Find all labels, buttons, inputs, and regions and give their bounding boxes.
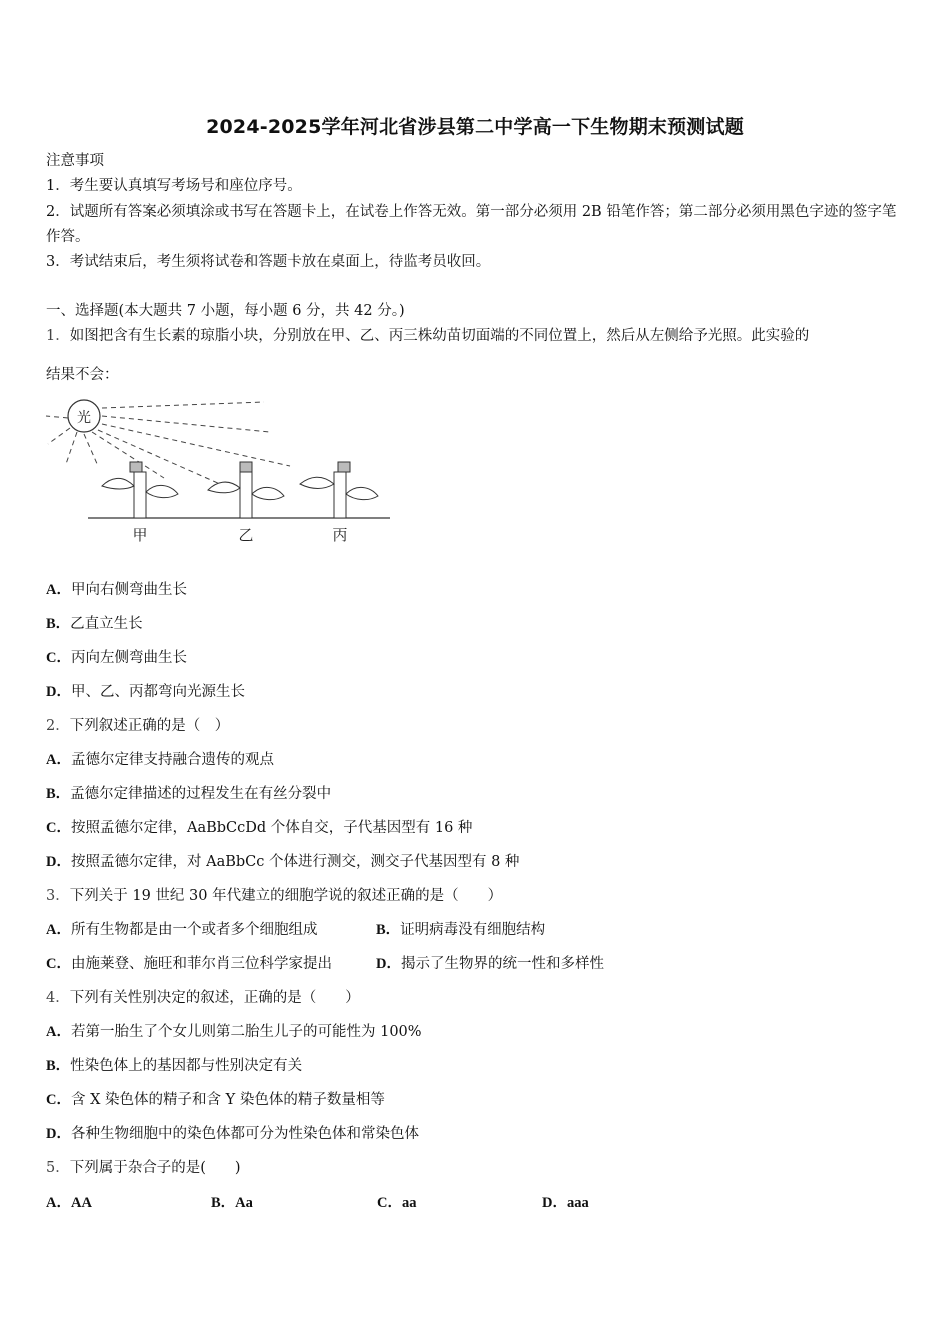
q2-option-a: A．孟德尔定律支持融合遗传的观点 <box>46 752 274 768</box>
question-stem: 如图把含有生长素的琼脂小块，分别放在甲、乙、丙三株幼苗切面端的不同位置上，然后从左侧给予光照。此实验的 <box>69 328 810 344</box>
q3-option-a: A．所有生物都是由一个或者多个细胞组成 <box>46 922 318 938</box>
seedling-light-figure <box>44 396 396 552</box>
seedling-jia <box>102 462 178 518</box>
notice-item-1: 1．考生要认真填写考场号和座位序号。 <box>46 178 302 194</box>
label-bing: 丙 <box>332 526 348 544</box>
q3-options-row-1 <box>46 919 908 941</box>
q5-option-c: C．aa <box>377 1195 417 1211</box>
q3-options-row-2 <box>46 953 908 975</box>
q2-option-d: D．按照孟德尔定律，对 AaBbCc 个体进行测交，测交子代基因型有 8 种 <box>46 854 520 870</box>
notice-heading: 注意事项 <box>46 153 104 169</box>
q4-option-c: C．含 X 染色体的精子和含 Y 染色体的精子数量相等 <box>46 1092 385 1108</box>
q2-option-c: C．按照孟德尔定律，AaBbCcDd 个体自交，子代基因型有 16 种 <box>46 820 473 836</box>
q3-option-c: C．由施莱登、施旺和菲尔肖三位科学家提出 <box>46 956 332 972</box>
section-heading: 一、选择题(本大题共 7 小题，每小题 6 分，共 42 分。) <box>46 303 405 319</box>
q5-option-d: D．aaa <box>542 1195 589 1211</box>
question-1-line-1 <box>46 325 908 347</box>
sun-icon <box>68 400 100 432</box>
question-2: 2．下列叙述正确的是（ ） <box>46 718 230 734</box>
q3-option-b: B．证明病毒没有细胞结构 <box>376 922 546 938</box>
q5-option-a: A．AA <box>46 1195 92 1211</box>
q5-options-row <box>46 1192 908 1214</box>
q3-option-d: D．揭示了生物界的统一性和多样性 <box>376 956 604 972</box>
seedling-yi <box>208 462 284 518</box>
q5-option-b: B．Aa <box>211 1195 253 1211</box>
q4-option-a: A．若第一胎生了个女儿则第二胎生儿子的可能性为 100% <box>46 1024 422 1040</box>
q1-option-d: D．甲、乙、丙都弯向光源生长 <box>46 684 245 700</box>
label-jia: 甲 <box>132 526 148 544</box>
notice-item-2: 2．试题所有答案必须填涂或书写在答题卡上，在试卷上作答无效。第一部分必须用 2B 铅笔作答；第二部分必须用黑色字迹的签字笔作答。 <box>46 204 897 245</box>
sun-label: 光 <box>77 410 91 426</box>
label-yi: 乙 <box>238 526 254 544</box>
question-number: 1． <box>46 328 70 344</box>
q1-option-c: C．丙向左侧弯曲生长 <box>46 650 187 666</box>
question-5: 5．下列属于杂合子的是( ) <box>46 1160 241 1176</box>
q1-option-b: B．乙直立生长 <box>46 616 143 632</box>
question-3: 3．下列关于 19 世纪 30 年代建立的细胞学说的叙述正确的是（ ） <box>46 888 503 904</box>
question-1-line-2: 结果不会： <box>46 367 119 383</box>
seedling-bing <box>300 462 378 518</box>
q4-option-d: D．各种生物细胞中的染色体都可分为性染色体和常染色体 <box>46 1126 419 1142</box>
q4-option-b: B．性染色体上的基因都与性别决定有关 <box>46 1058 303 1074</box>
page-title: 2024-2025学年河北省涉县第二中学高一下生物期末预测试题 <box>206 116 744 138</box>
q1-option-a: A．甲向右侧弯曲生长 <box>46 582 187 598</box>
q2-option-b: B．孟德尔定律描述的过程发生在有丝分裂中 <box>46 786 332 802</box>
notice-item-3: 3．考试结束后，考生须将试卷和答题卡放在桌面上，待监考员收回。 <box>46 254 491 270</box>
question-4: 4．下列有关性别决定的叙述，正确的是（ ） <box>46 990 360 1006</box>
